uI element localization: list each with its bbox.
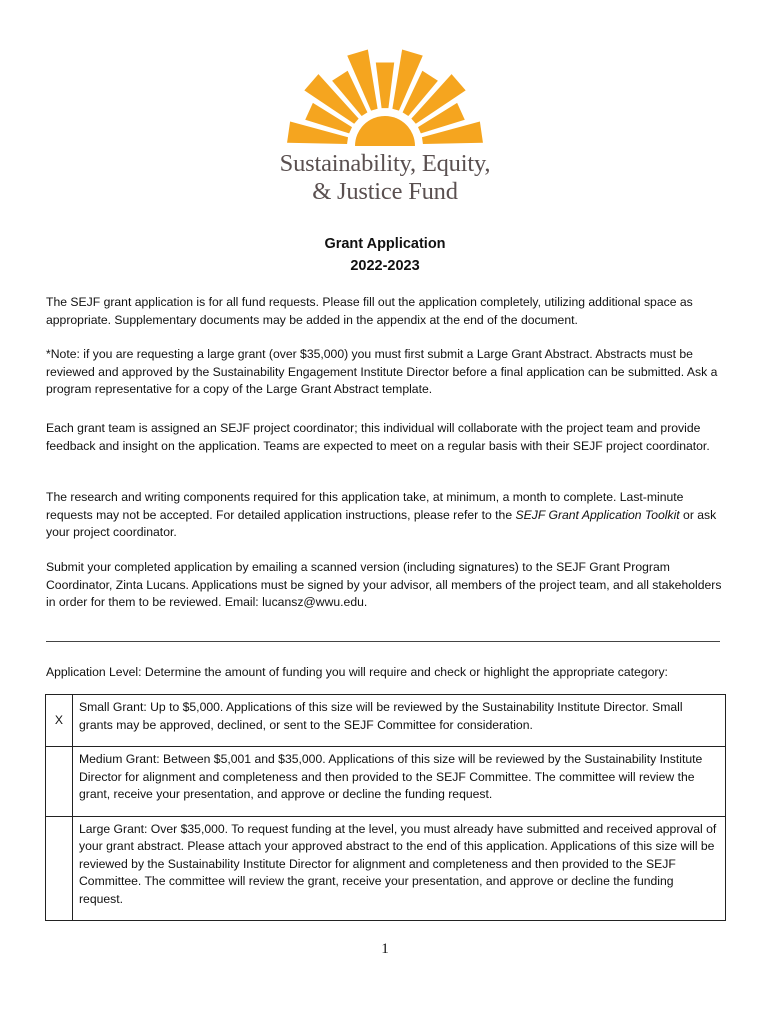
intro-text-4-b: or ask your project coordinator.: [46, 507, 717, 539]
section-divider: [46, 641, 720, 642]
medium-grant-description: Medium Grant: Between $5,001 and $35,000. Applications of this size will be reviewed by the Sustainability Institute Director for alignment and completeness and then provided to the SEJF Committee. The committee will review the grant, receive your presentation, and approve or decline the funding request.: [73, 747, 726, 817]
intro-text-1: The SEJF grant application is for all fund requests. Please fill out the application completely, utilizing additional space as appropriate. Supplementary documents may be added in the appendix at the end of the document.: [46, 295, 693, 327]
intro-paragraph-2: [46, 346, 726, 399]
sun-ray: [376, 63, 394, 109]
sun-disc: [355, 116, 415, 146]
sejf-logo: [250, 40, 520, 215]
intro-paragraph-3: [46, 420, 726, 455]
intro-paragraph-5: [46, 559, 726, 612]
toolkit-title: SEJF Grant Application Toolkit: [515, 507, 680, 522]
grant-level-row-medium: [46, 747, 726, 817]
grant-level-table: [45, 694, 726, 921]
intro-text-5: Submit your completed application by emailing a scanned version (including signatures) to the SEJF Grant Program Coordinator, Zinta Lucans. Applications must be signed by your advisor, all members of the project team, and all stakeholders in order for them to be reviewed. Email: lucansz@wwu.edu.: [46, 560, 722, 609]
page-number: 1: [381, 941, 389, 957]
large-grant-checkbox[interactable]: [46, 816, 73, 921]
page-year: 2022-2023: [350, 258, 420, 274]
logo-line-2: & Justice Fund: [312, 178, 458, 205]
page-title: Grant Application: [324, 236, 446, 252]
small-grant-checkbox[interactable]: X: [46, 695, 73, 747]
sun-icon: [250, 40, 520, 150]
small-grant-description: Small Grant: Up to $5,000. Applications of this size will be reviewed by the Sustainability Institute Director. Small grants may be approved, declined, or sent to the SEJF Committee for consideration.: [73, 695, 726, 747]
logo-line-1: Sustainability, Equity,: [279, 150, 491, 177]
intro-paragraph-4: [46, 489, 726, 542]
intro-text-3: Each grant team is assigned an SEJF project coordinator; this individual will collaborate with the project team and provide feedback and insight on the application. Teams are expected to meet on a regular basis with their SEJF project coordinator.: [46, 421, 710, 453]
grant-level-row-large: [46, 816, 726, 921]
intro-text-4: [46, 489, 726, 542]
grant-level-row-small: [46, 695, 726, 747]
intro-text-2: *Note: if you are requesting a large grant (over $35,000) you must first submit a Large Grant Abstract. Abstracts must be reviewed and approved by the Sustainability Engagement Institute Director before a final application can be submitted. Ask a program representative for a copy of the Large Grant Abstract template.: [46, 347, 718, 396]
application-level-prompt: Application Level: Determine the amount of funding you will require and check or highlight the appropriate category:: [46, 665, 668, 679]
intro-text-4-a: The research and writing components required for this application take, at minimum, a month to complete. Last-minute requests may not be accepted. For detailed application instructions, please refer to the: [46, 490, 684, 522]
large-grant-description: Large Grant: Over $35,000. To request funding at the level, you must already have submitted and received approval of your grant abstract. Please attach your approved abstract to the end of this application. Applications of this size will be reviewed by the Sustainability Institute Director for alignment and completeness and then provided to the SEJF Committee. The committee will review the grant, receive your presentation, and approve or decline the funding request.: [73, 816, 726, 921]
intro-paragraph-1: [46, 294, 726, 329]
medium-grant-checkbox[interactable]: [46, 747, 73, 817]
